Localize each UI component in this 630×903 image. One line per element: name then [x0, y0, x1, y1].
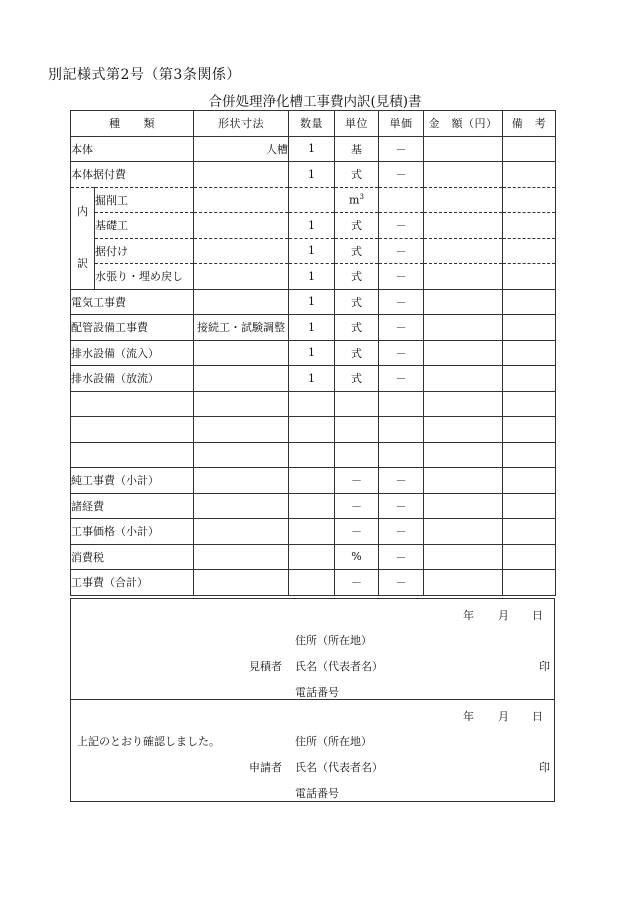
row-piping-type: 配管設備工事費	[71, 315, 194, 341]
row-misc-price: －	[379, 493, 424, 519]
breakdown-label	[71, 187, 95, 289]
row-excavation-spec[interactable]	[194, 187, 289, 213]
row-backfill-qty[interactable]: 1	[289, 264, 335, 290]
blank-cell[interactable]	[194, 442, 289, 468]
row-drain-out-type: 排水設備（放流）	[71, 366, 194, 392]
row-body-spec[interactable]: 人槽	[194, 136, 289, 162]
row-net-cost-spec	[194, 468, 289, 494]
row-subtotal-unit: －	[335, 519, 379, 545]
row-foundation-unit: 式	[335, 213, 379, 239]
row-subtotal-note[interactable]	[503, 519, 556, 545]
row-install-type: 本体据付費	[71, 162, 194, 188]
row-drain-in-note[interactable]	[503, 340, 556, 366]
row-subtotal-price: －	[379, 519, 424, 545]
table-row	[71, 366, 556, 392]
estimator-role-label: 見積者	[249, 660, 282, 673]
table-row	[71, 162, 556, 188]
row-electrical-unit: 式	[335, 289, 379, 315]
row-electrical-spec[interactable]	[194, 289, 289, 315]
table-row	[71, 468, 556, 494]
row-tax-unit: %	[335, 544, 379, 570]
row-tax-price: －	[379, 544, 424, 570]
row-drain-out-note[interactable]	[503, 366, 556, 392]
row-body-price[interactable]: －	[379, 136, 424, 162]
row-mounting-unit: 式	[335, 238, 379, 264]
document-title: 合併処理浄化槽工事費内訳(見積)書	[208, 94, 422, 110]
blank-cell[interactable]	[379, 391, 424, 417]
row-drain-in-qty[interactable]: 1	[289, 340, 335, 366]
row-net-cost-unit: －	[335, 468, 379, 494]
row-electrical-amount[interactable]	[424, 289, 503, 315]
row-net-cost-qty	[289, 468, 335, 494]
row-electrical-qty[interactable]: 1	[289, 289, 335, 315]
row-drain-out-qty[interactable]: 1	[289, 366, 335, 392]
row-net-cost-note[interactable]	[503, 468, 556, 494]
estimator-section	[70, 598, 555, 700]
table-row	[71, 315, 556, 341]
row-backfill-note[interactable]	[503, 264, 556, 290]
row-total-price: －	[379, 570, 424, 596]
blank-cell[interactable]	[424, 417, 503, 443]
blank-cell[interactable]	[379, 417, 424, 443]
table-row	[71, 264, 556, 290]
table-row	[71, 493, 556, 519]
row-body-note[interactable]	[503, 136, 556, 162]
col-header-unit: 単位	[335, 111, 379, 137]
row-foundation-qty[interactable]: 1	[289, 213, 335, 239]
row-subtotal-spec	[194, 519, 289, 545]
row-piping-price[interactable]: －	[379, 315, 424, 341]
blank-cell[interactable]	[71, 417, 194, 443]
applicant-name-label: 氏名（代表者名）	[295, 761, 383, 774]
row-drain-in-spec[interactable]	[194, 340, 289, 366]
row-tax-note[interactable]	[503, 544, 556, 570]
blank-cell[interactable]	[503, 391, 556, 417]
applicant-section	[70, 700, 555, 802]
row-backfill-spec[interactable]	[194, 264, 289, 290]
table-row	[71, 289, 556, 315]
unit-cubed: 3	[359, 192, 364, 201]
applicant-role-label: 申請者	[249, 761, 282, 774]
estimator-phone-label: 電話番号	[295, 686, 339, 699]
row-drain-out-amount[interactable]	[424, 366, 503, 392]
col-header-price: 単価	[379, 111, 424, 137]
row-tax-type: 消費税	[71, 544, 194, 570]
form-label: 別記様式第2号（第3条関係）	[48, 67, 241, 83]
row-mounting-qty[interactable]: 1	[289, 238, 335, 264]
row-total-type: 工事費（合計）	[71, 570, 194, 596]
applicant-month[interactable]: 月	[498, 710, 509, 723]
row-total-qty	[289, 570, 335, 596]
row-excavation-price[interactable]	[379, 187, 424, 213]
estimator-address-label: 住所（所在地）	[295, 634, 372, 647]
row-misc-amount[interactable]	[424, 493, 503, 519]
row-drain-out-unit: 式	[335, 366, 379, 392]
row-body-type: 本体	[71, 136, 194, 162]
blank-cell[interactable]	[379, 442, 424, 468]
estimator-day[interactable]: 日	[532, 609, 543, 622]
blank-cell[interactable]	[503, 442, 556, 468]
row-backfill-amount[interactable]	[424, 264, 503, 290]
col-header-amount: 金 額（円）	[424, 111, 503, 137]
applicant-phone-label: 電話番号	[295, 787, 339, 800]
row-net-cost-price: －	[379, 468, 424, 494]
row-mounting-spec[interactable]	[194, 238, 289, 264]
row-misc-note[interactable]	[503, 493, 556, 519]
breakdown-label-top: 内	[77, 205, 88, 218]
blank-cell[interactable]	[71, 391, 194, 417]
row-piping-unit: 式	[335, 315, 379, 341]
table-row	[71, 570, 556, 596]
row-install-price[interactable]: －	[379, 162, 424, 188]
table-row-blank	[71, 417, 556, 443]
blank-cell[interactable]	[335, 391, 379, 417]
row-body-unit: 基	[335, 136, 379, 162]
row-install-note[interactable]	[503, 162, 556, 188]
row-net-cost-type: 純工事費（小計）	[71, 468, 194, 494]
row-piping-qty[interactable]: 1	[289, 315, 335, 341]
table-row	[71, 238, 556, 264]
table-row	[71, 519, 556, 545]
table-row-blank	[71, 391, 556, 417]
blank-cell[interactable]	[289, 417, 335, 443]
row-install-qty[interactable]: 1	[289, 162, 335, 188]
row-foundation-amount[interactable]	[424, 213, 503, 239]
row-backfill-price[interactable]: －	[379, 264, 424, 290]
row-subtotal-qty	[289, 519, 335, 545]
row-misc-type: 諸経費	[71, 493, 194, 519]
row-piping-amount[interactable]	[424, 315, 503, 341]
col-header-spec: 形状寸法	[194, 111, 289, 137]
table-header-row	[71, 111, 556, 137]
row-mounting-price[interactable]: －	[379, 238, 424, 264]
row-install-amount[interactable]	[424, 162, 503, 188]
row-install-unit: 式	[335, 162, 379, 188]
row-backfill-unit: 式	[335, 264, 379, 290]
blank-cell[interactable]	[424, 442, 503, 468]
blank-cell[interactable]	[335, 417, 379, 443]
table-row	[71, 544, 556, 570]
row-foundation-spec[interactable]	[194, 213, 289, 239]
row-body-amount[interactable]	[424, 136, 503, 162]
applicant-day[interactable]: 日	[532, 710, 543, 723]
row-misc-unit: －	[335, 493, 379, 519]
row-tax-amount[interactable]	[424, 544, 503, 570]
row-excavation-amount[interactable]	[424, 187, 503, 213]
row-total-unit: －	[335, 570, 379, 596]
estimate-table	[70, 110, 556, 596]
row-piping-spec[interactable]: 接続工・試験調整	[194, 315, 289, 341]
row-mounting-amount[interactable]	[424, 238, 503, 264]
row-backfill-type: 水張り・埋め戻し	[95, 264, 194, 290]
estimator-name-label: 氏名（代表者名）	[295, 660, 383, 673]
applicant-confirm-text: 上記のとおり確認しました。	[77, 735, 220, 748]
row-total-note[interactable]	[503, 570, 556, 596]
row-drain-out-price[interactable]: －	[379, 366, 424, 392]
table-row	[71, 187, 556, 213]
table-row	[71, 213, 556, 239]
table-row	[71, 136, 556, 162]
row-mounting-type: 据付け	[95, 238, 194, 264]
row-foundation-price[interactable]: －	[379, 213, 424, 239]
row-piping-note[interactable]	[503, 315, 556, 341]
blank-cell[interactable]	[194, 417, 289, 443]
col-header-type: 種 類	[71, 111, 194, 137]
row-electrical-note[interactable]	[503, 289, 556, 315]
row-foundation-note[interactable]	[503, 213, 556, 239]
estimator-year[interactable]: 年	[463, 609, 474, 622]
row-drain-in-unit: 式	[335, 340, 379, 366]
estimator-seal: 印	[539, 660, 550, 673]
blank-cell[interactable]	[289, 391, 335, 417]
applicant-seal: 印	[539, 761, 550, 774]
row-drain-in-type: 排水設備（流入）	[71, 340, 194, 366]
row-tax-qty	[289, 544, 335, 570]
row-drain-in-amount[interactable]	[424, 340, 503, 366]
row-excavation-unit	[335, 187, 379, 213]
row-tax-spec	[194, 544, 289, 570]
blank-cell[interactable]	[289, 442, 335, 468]
row-total-spec	[194, 570, 289, 596]
row-install-spec[interactable]	[194, 162, 289, 188]
row-mounting-note[interactable]	[503, 238, 556, 264]
unit-m: m	[349, 193, 360, 207]
table-row	[71, 340, 556, 366]
col-header-qty: 数量	[289, 111, 335, 137]
applicant-year[interactable]: 年	[463, 710, 474, 723]
row-misc-spec	[194, 493, 289, 519]
row-electrical-price[interactable]: －	[379, 289, 424, 315]
blank-cell[interactable]	[194, 391, 289, 417]
blank-cell[interactable]	[424, 391, 503, 417]
row-excavation-type: 掘削工	[95, 187, 194, 213]
row-excavation-qty[interactable]	[289, 187, 335, 213]
row-foundation-type: 基礎工	[95, 213, 194, 239]
blank-cell[interactable]	[503, 417, 556, 443]
row-electrical-type: 電気工事費	[71, 289, 194, 315]
row-total-amount[interactable]	[424, 570, 503, 596]
table-row-blank	[71, 442, 556, 468]
row-subtotal-type: 工事価格（小計）	[71, 519, 194, 545]
row-drain-in-price[interactable]: －	[379, 340, 424, 366]
col-header-note: 備 考	[503, 111, 556, 137]
row-excavation-note[interactable]	[503, 187, 556, 213]
row-net-cost-amount[interactable]	[424, 468, 503, 494]
row-subtotal-amount[interactable]	[424, 519, 503, 545]
blank-cell[interactable]	[335, 442, 379, 468]
row-drain-out-spec[interactable]	[194, 366, 289, 392]
row-misc-qty	[289, 493, 335, 519]
estimator-month[interactable]: 月	[498, 609, 509, 622]
blank-cell[interactable]	[71, 442, 194, 468]
breakdown-label-bottom: 訳	[77, 257, 88, 270]
applicant-address-label: 住所（所在地）	[295, 735, 372, 748]
row-body-qty[interactable]: 1	[289, 136, 335, 162]
